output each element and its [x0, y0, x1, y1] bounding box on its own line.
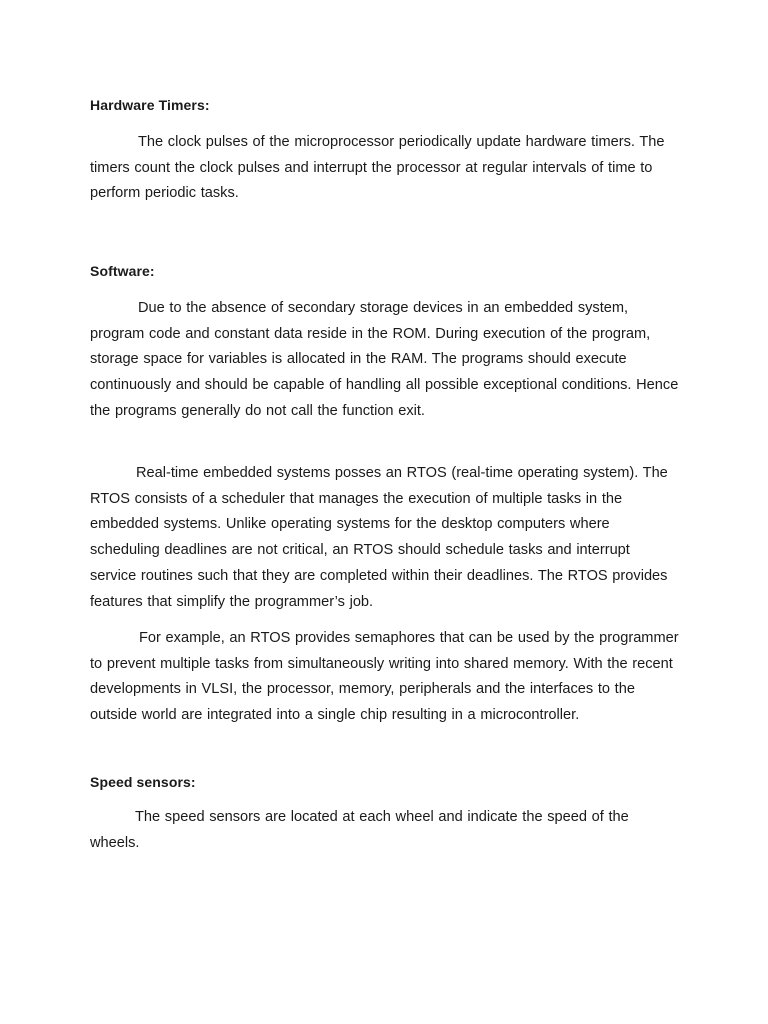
- paragraph-software-semaphores: For example, an RTOS provides semaphores that can be used by the programmer to prevent multiple tasks from simultaneously writing into shared memory. With the recent developments in VLSI, the processor, memory, peripherals and the interfaces to the outside world are integrated into a single chip resulting in a microcontroller.: [90, 630, 679, 724]
- section-heading-speed-sensors: Speed sensors:: [90, 774, 196, 790]
- paragraph-software-rtos: Real-time embedded systems posses an RTOS (real-time operating system). The RTOS consists of a scheduler that manages the execution of multiple tasks in the embedded systems. Unlike operating systems for the desktop computers where scheduling deadlines are not critical, an RTOS should schedule tasks and interrupt service routines such that they are completed within their deadlines. The RTOS provides features that simplify the programmer’s job.: [90, 465, 668, 610]
- document-page: [90, 0, 680, 1024]
- paragraph-hardware-timers: The clock pulses of the microprocessor periodically update hardware timers. The timers count the clock pulses and interrupt the processor at regular intervals of time to perform periodic tasks.: [90, 134, 665, 202]
- paragraph-speed-sensors: The speed sensors are located at each wheel and indicate the speed of the wheels.: [90, 809, 629, 851]
- paragraph-software-storage: Due to the absence of secondary storage devices in an embedded system, program code and constant data reside in the ROM. During execution of the program, storage space for variables is allocated in the RAM. The programs should execute continuously and should be capable of handling all possible exceptional conditions. Hence the programs generally do not call the function exit.: [90, 300, 679, 419]
- section-heading-hardware-timers: Hardware Timers:: [90, 97, 210, 113]
- section-heading-software: Software:: [90, 263, 155, 279]
